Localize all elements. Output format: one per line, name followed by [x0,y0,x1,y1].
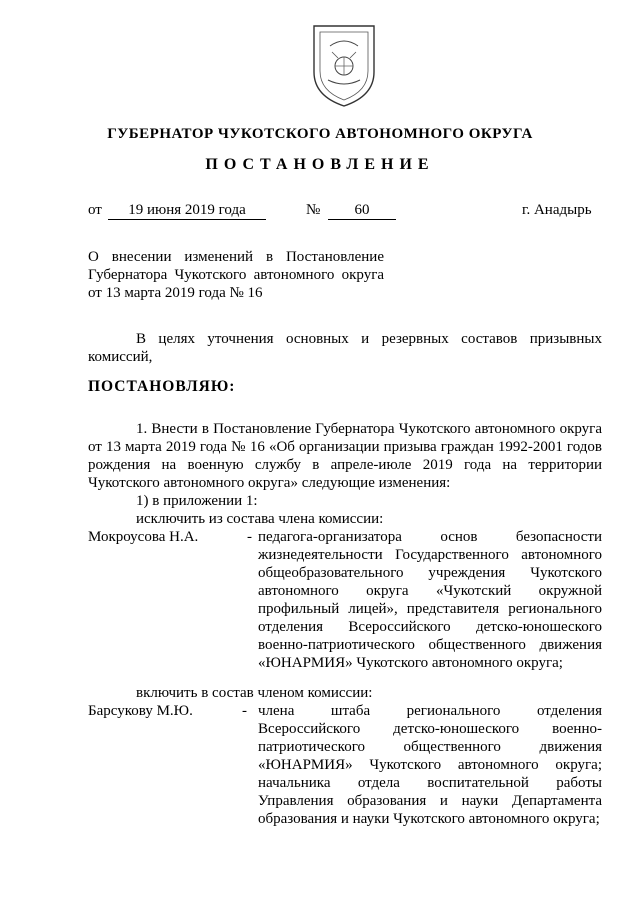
sub-item-1: 1) в приложении 1: [136,493,258,509]
included-member-description: члена штаба регионального отделения Всероссийского детско-юношеского военно-патриотического общественного движения «ЮНАРМИЯ» Чукотского автономного округа; начальника отдела воспитательной работы Управления образования и науки Департамента образования и науки Чукотского автономного округа; [258,703,602,827]
document-number: 60 [328,201,396,220]
excluded-member-dash: - [247,529,252,545]
document-place: г. Анадырь [522,202,592,218]
decree-word: ПОСТАНОВЛЯЮ: [88,378,236,395]
exclude-label: исключить из состава члена комиссии: [136,511,384,527]
governor-title: ГУБЕРНАТОР ЧУКОТСКОГО АВТОНОМНОГО ОКРУГА [107,126,533,142]
reference-line [0,201,640,221]
document-date: 19 июня 2019 года [108,201,266,220]
included-member-dash: - [242,703,247,719]
excluded-member-name: Мокроусова Н.А. [88,529,199,545]
included-member-name: Барсукову М.Ю. [88,703,193,719]
include-label: включить в состав членом комиссии: [136,685,373,701]
document-type-title: ПОСТАНОВЛЕНИЕ [205,156,435,173]
number-label: № [306,202,321,218]
document-subject: О внесении изменений в Постановление Губернатора Чукотского автономного округа от 13 марта 2019 года № 16 [88,249,384,301]
excluded-member-description: педагога-организатора основ безопасности жизнедеятельности Государственного автономного общеобразовательного учреждения Чукотского автономного округа «Чукотский окружной профильный лицей», представителя регионального отделения Всероссийского детско-юношеского военно-патриотического общественного движения «ЮНАРМИЯ» Чукотского автономного округа; [258,529,602,671]
item-1-paragraph: 1. Внести в Постановление Губернатора Чукотского автономного округа от 13 марта 2019 года № 16 «Об организации призыва граждан 1992-2001 годов рождения на военную службу в апреле-июле 2019 года на территории Чукотского автономного округа» следующие изменения: [88,421,602,491]
coat-of-arms-icon [308,22,380,108]
from-label: от [88,202,102,218]
preamble-paragraph: В целях уточнения основных и резервных составов призывных комиссий, [88,331,602,365]
